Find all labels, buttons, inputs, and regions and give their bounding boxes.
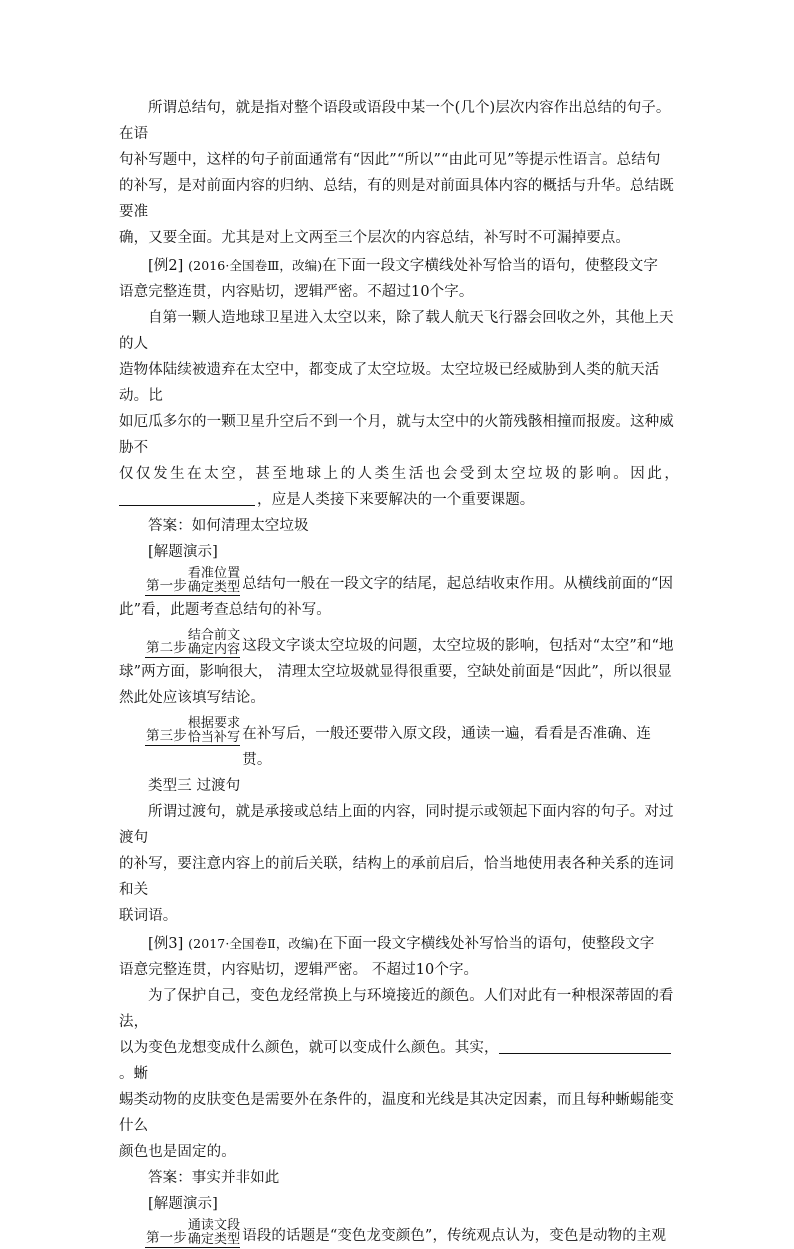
step-2 — [119, 629, 679, 711]
example-instruction-cont: 语意完整连贯，内容贴切，逻辑严密。不超过10个字。 — [119, 284, 474, 300]
step-hint — [188, 629, 240, 658]
passage-line-blank — [119, 487, 679, 513]
step-hint — [188, 567, 240, 596]
step-text: 此”看，此题考查总结句的补写。 — [119, 602, 331, 618]
summary-definition — [119, 95, 679, 251]
document-content — [119, 95, 679, 1249]
step-text: 在补写后，一般还要带入原文段，通读一遍，看看是否准确、连贯。 — [242, 726, 652, 768]
example-instruction: 在下面一段文字横线处补写恰当的语句，使整段文字 — [322, 258, 658, 274]
passage-line-blank — [119, 1035, 679, 1087]
passage-line: 自第一颗人造地球卫星进入太空以来，除了载人航天飞行器会回收之外，其他上天的人 — [119, 310, 674, 352]
step-1 — [119, 567, 679, 623]
demo-heading: [解题演示] — [148, 1196, 218, 1212]
passage-text: 以为变色龙想变成什么颜色，就可以变成什么颜色。其实， — [119, 1040, 499, 1056]
example-2 — [119, 253, 679, 773]
passage-line: 造物体陆续被遗弃在太空中，都变成了太空垃圾。太空垃圾已经威胁到人类的航天活动。比 — [119, 362, 660, 404]
passage-line: 如厄瓜多尔的一颗卫星升空后不到一个月，就与太空中的火箭残骸相撞而报废。这种威胁不 — [119, 414, 674, 456]
step-1 — [119, 1219, 679, 1249]
example-instruction-cont: 语意完整连贯，内容贴切，逻辑严密。 不超过10个字。 — [119, 962, 479, 978]
step-label: 第一步 — [146, 1230, 187, 1246]
step-hint-top: 根据要求 — [187, 716, 241, 731]
example-3 — [119, 931, 679, 1249]
step-hint — [188, 717, 240, 746]
text-line: 联词语。 — [119, 908, 178, 924]
passage-line: 仅仅发生在太空，甚至地球上的人类生活也会受到太空垃圾的影响。因此， — [119, 466, 679, 482]
passage-tail: ，应是人类接下来要解决的一个重要课题。 — [257, 492, 535, 508]
step-text: 球”两方面，影响很大， 清理太空垃圾就显得很重要，空缺处前面是“因此”，所以很显 — [119, 664, 672, 680]
passage-line: 颜色也是固定的。 — [119, 1144, 236, 1160]
example-label: [例2] — [148, 258, 184, 274]
step-hint-bottom: 确定类型 — [187, 1232, 241, 1247]
step-3 — [119, 717, 679, 773]
answer-line: 答案：事实并非如此 — [148, 1170, 280, 1186]
text-line: 所谓总结句，就是指对整个语段或语段中某一个(几个)层次内容作出总结的句子。在语 — [119, 100, 671, 142]
step-label: 第三步 — [146, 728, 187, 744]
step-label: 第二步 — [146, 640, 187, 656]
step-hint-bottom: 确定内容 — [187, 642, 241, 657]
example-source: (2017·全国卷Ⅱ，改编) — [188, 936, 319, 951]
step-hint-bottom: 恰当补写 — [187, 730, 241, 745]
step-hint-bottom: 确定类型 — [187, 580, 241, 595]
answer-blank[interactable] — [499, 1037, 671, 1054]
step-label: 第一步 — [146, 578, 187, 594]
passage-line: 为了保护自己，变色龙经常换上与环境接近的颜色。人们对此有一种根深蒂固的看法， — [119, 988, 674, 1030]
step-hint-top: 看准位置 — [187, 566, 241, 581]
step-text: 这段文字谈太空垃圾的问题，太空垃圾的影响，包括对“太空”和“地 — [242, 638, 674, 654]
answer-blank[interactable] — [119, 489, 255, 506]
text-line: 的补写，是对前面内容的归纳、总结，有的则是对前面具体内容的概括与升华。总结既要准 — [119, 178, 674, 220]
step-hint-top: 通读文段 — [187, 1218, 241, 1233]
text-line: 的补写，要注意内容上的前后关联，结构上的承前启后，恰当地使用表各种关系的连词和关 — [119, 856, 674, 898]
step-hint — [188, 1219, 240, 1248]
step-text: 语段的话题是“变色龙变颜色”，传统观点认为，变色是动物的主观 — [242, 1228, 667, 1244]
text-line: 所谓过渡句，就是承接或总结上面的内容，同时提示或领起下面内容的句子。对过渡句 — [119, 804, 674, 846]
example-prompt — [119, 931, 679, 957]
demo-heading: [解题演示] — [148, 544, 218, 560]
example-source: (2016·全国卷Ⅲ，改编) — [188, 258, 323, 273]
section-heading: 类型三 过渡句 — [148, 778, 241, 794]
step-text: 然此处应该填写结论。 — [119, 690, 265, 706]
example-instruction: 在下面一段文字横线处补写恰当的语句，使整段文字 — [318, 936, 655, 952]
type-3-section — [119, 773, 679, 929]
text-line: 句补写题中，这样的句子前面通常有“因此”“所以”“由此可见”等提示性语言。总结句 — [119, 152, 661, 168]
example-prompt — [119, 253, 679, 279]
passage-line: 蜴类动物的皮肤变色是需要外在条件的，温度和光线是其决定因素，而且每种蜥蜴能变什么 — [119, 1092, 674, 1134]
step-hint-top: 结合前文 — [187, 628, 241, 643]
answer-line: 答案：如何清理太空垃圾 — [148, 518, 309, 534]
passage-text: 。蜥 — [119, 1066, 149, 1082]
text-line: 确，又要全面。尤其是对上文两至三个层次的内容总结，补写时不可漏掉要点。 — [119, 230, 630, 246]
step-text: 总结句一般在一段文字的结尾，起总结收束作用。从横线前面的“因 — [242, 576, 674, 592]
example-label: [例3] — [148, 936, 184, 952]
